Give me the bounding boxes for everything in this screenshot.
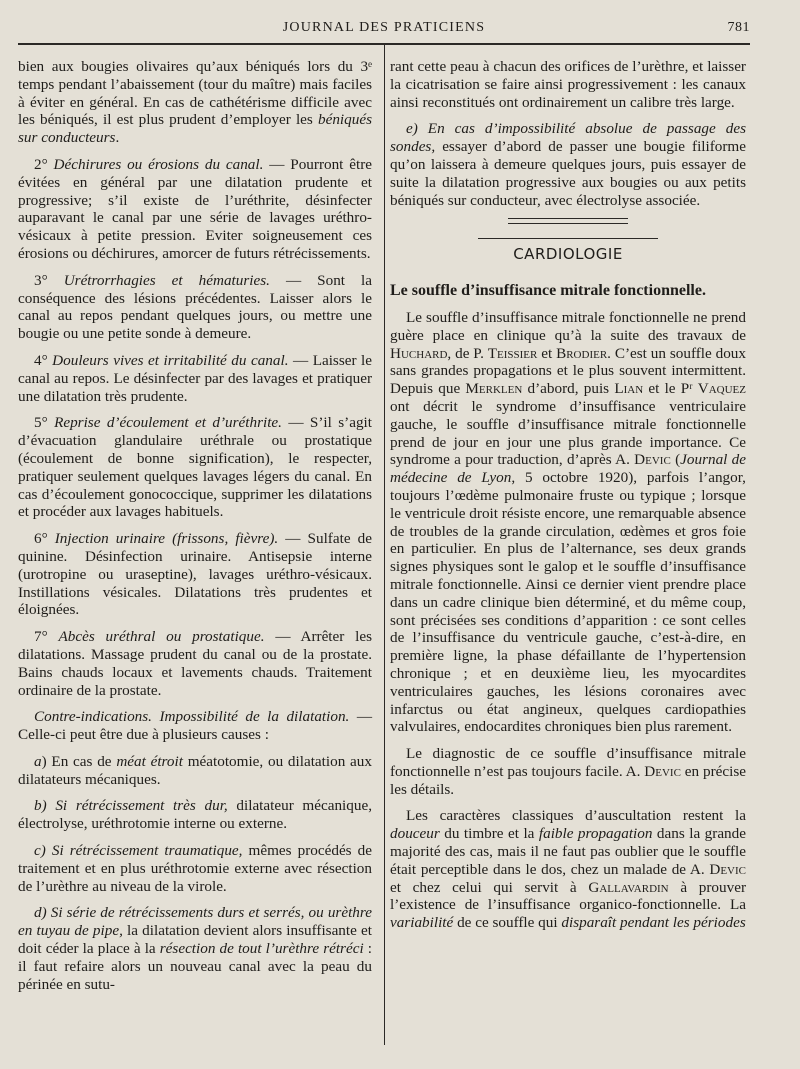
paragraph-dechirures: 2° Déchirures ou érosions du canal. — Pourront être évitées en général par une dilatation prudente et progressive; s’il existe de l’uréthrite, désinfecter auparavant le canal par une série de lavages uréthro-vésicaux à petite pression. Eviter soigneusement ces érosions ou déchirures, amorcer de futurs rétrécissements. <box>18 155 372 262</box>
right-column <box>390 58 746 941</box>
paragraph-continued: bien aux bougies olivaires qu’aux béniqués lors du 3ᵉ temps pendant l’abaissement (tour du maître) mais faciles à éviter en général. En cas de cathétérisme difficile avec les béniqués, il est plus prudent d’employer les béniqués sur conducteurs. <box>18 58 372 147</box>
page-header <box>18 18 750 40</box>
paragraph-contre-indications: Contre-indications. Impossibilité de la dilatation. — Celle-ci peut être due à plusieurs causes : <box>18 708 372 744</box>
article-paragraph-2: Le diagnostic de ce souffle d’insuffisance mitrale fonctionnelle n’est pas toujours facile. A. Devic en précise les détails. <box>390 745 746 798</box>
paragraph-injection: 6° Injection urinaire (frissons, fièvre). — Sulfate de quinine. Désinfection urinaire. Antisepsie interne (urotropine ou uraseptine), lavages uréthro-vésicaux. Instillations vésicales. Dilatations très prudentes et éloignées. <box>18 530 372 619</box>
left-column <box>18 58 372 1002</box>
paragraph-cause-c: c) Si rétrécissement traumatique, mêmes procédés de traitement et en plus uréthrotomie externe avec résection de l’urèthre au niveau de la virole. <box>18 842 372 895</box>
paragraph-cause-e: e) En cas d’impossibilité absolue de passage des sondes, essayer d’abord de passer une bougie filiforme qu’on laissera à demeure quelques jours, puis essayer de suite la dilatation progressive aux bougies ou aux petits béniqués sur conducteur, avec électrolyse associée. <box>390 120 746 209</box>
section-heading: CARDIOLOGIE <box>478 238 658 268</box>
paragraph-uretrorrhagies: 3° Urétrorrhagies et hématuries. — Sont la conséquence des lésions précédentes. Laisser alors le canal au repos pendant quelques jours, ou mettre une bougie ou une petite sonde à demeure. <box>18 271 372 343</box>
paragraph-reprise: 5° Reprise d’écoulement et d’uréthrite. — S’il s’agit d’évacuation glandulaire uréthrale ou prostatique (écoulement de bonne signification), le respecter, pratiquer seulement quelques lavages légers du canal. En cas d’écoulement gonococcique, supprimer les dilatations et procéder aux lavages habituels. <box>18 414 372 521</box>
page-number: 781 <box>727 20 750 35</box>
paragraph-douleurs: 4° Douleurs vives et irritabilité du canal. — Laisser le canal au repos. Le désinfecter par des lavages et pratiquer une dilatation très prudente. <box>18 351 373 405</box>
paragraph-cause-a: a) En cas de méat étroit méatotomie, ou dilatation aux dilatateurs mécaniques. <box>18 752 372 788</box>
running-title: JOURNAL DES PRATICIENS <box>282 20 486 35</box>
paragraph-cause-d: d) Si série de rétrécissements durs et serrés, ou urèthre en tuyau de pipe, la dilatation devient alors insuffisante et doit céder la place à la résection de tout l’urèthre rétréci : il faut refaire alors un nouveau canal avec la peau du périnée en sutu- <box>18 904 372 993</box>
paragraph-continued-right: rant cette peau à chacun des orifices de l’urèthre, et laisser la cicatrisation se faire ainsi progressivement : les canaux ainsi reconstitués ont ordinairement un calibre très large. <box>390 58 746 111</box>
section-separator <box>508 218 628 224</box>
column-divider <box>384 45 385 1045</box>
article-title: Le souffle d’insuffisance mitrale fonctionnelle. <box>390 282 706 300</box>
article-paragraph-3: Les caractères classiques d’auscultation restent la douceur du timbre et la faible propagation dans la grande majorité des cas, mais il ne faut pas oublier que le souffle était perceptible dans le dos, chez un malade de A. Devic et chez celui qui servit à Gallavardin à prouver l’existence de l’insuffisance organico-fonctionnelle. La variabilité de ce souffle qui disparaît pendant les périodes <box>390 807 746 932</box>
paragraph-cause-b: b) Si rétrécissement très dur, dilatateur mécanique, électrolyse, uréthrotomie interne ou externe. <box>18 797 373 833</box>
article-paragraph-1: Le souffle d’insuffisance mitrale fonctionnelle ne prend guère place en clinique qu’à la suite des travaux de Huchard, de P. Teissier et Brodier. C’est un souffle doux sans grandes propagations et le plus souvent intermittent. Depuis que Merklen d’abord, puis Lian et le Pʳ Vaquez ont décrit le syndrome d’insuffisance ventriculaire gauche, le souffle d’insuffisance mitrale fonctionnelle prend de jour en jour une plus grande importance. Ce syndrome a pour traduction, d’après A. Devic (Journal de médecine de Lyon, 5 octobre 1920), parfois l’angor, toujours l’œdème pulmonaire fruste ou typique ; lorsque le ventricule droit résiste encore, une remarquable absence de troubles de la grande circulation, œdèmes et gros foie en particulier. En plus de l’alternance, ses deux grands signes physiques sont le galop et le souffle d’insuffisance mitrale fonctionnelle. Ainsi ce dernier vient prendre place dans un cadre clinique bien déterminé, et du même coup, sont précisées ses conditions d’apparition : ce sont celles de l’insuffisance du ventricule gauche, c’est-à-dire, en première ligne, la phase défaillante de l’hypertension chronique ; et en deuxième lieu, les myocardites ventriculaires gauches, les lésions coronaires avec infarctus ou état angineux, quelques cardiopathies valvulaires, endocardites chroniques bien plus rarement. <box>390 308 747 736</box>
paragraph-abces: 7° Abcès uréthral ou prostatique. — Arrêter les dilatations. Massage prudent du canal ou de la prostate. Bains chauds locaux et lavements chauds. Traitement ordinaire de la prostate. <box>18 628 372 699</box>
